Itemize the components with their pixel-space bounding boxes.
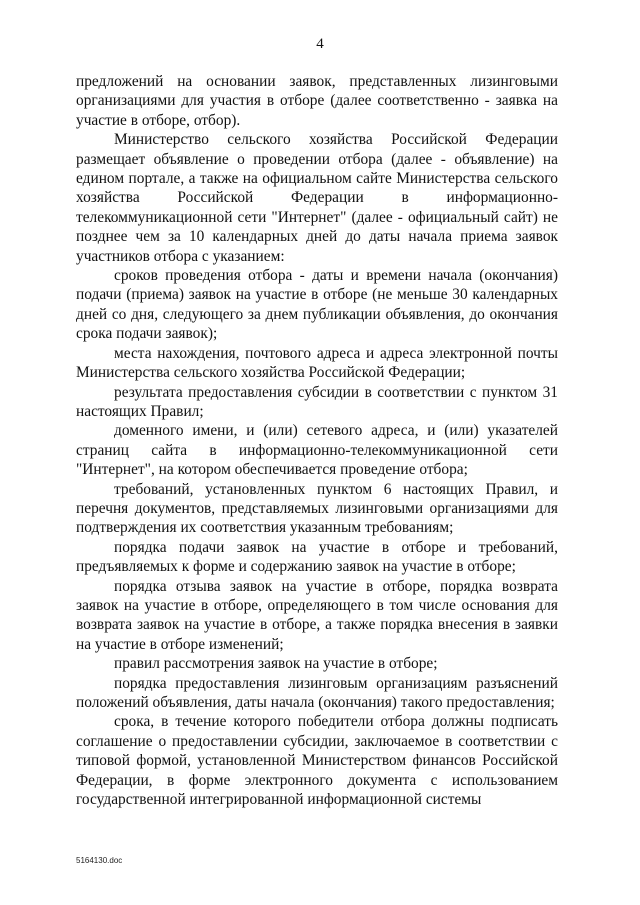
paragraph: срока, в течение которого победители отбора должны подписать соглашение о предоставлении субсидии, заключаемое в соответствии с типовой формой, установленной Министерством финансов Российской Федерации, в форме электронного документа с использованием государственной интегрированной информационной системы — [76, 713, 558, 809]
paragraph: порядка отзыва заявок на участие в отборе, порядка возврата заявок на участие в отборе, определяющего в том числе основания для возврата заявок на участие в отборе, а также порядка внесения в заявки на участие в отборе изменений; — [76, 577, 558, 653]
page-number: 4 — [316, 36, 324, 52]
document-body — [76, 72, 558, 809]
paragraph: места нахождения, почтового адреса и адреса электронной почты Министерства сельского хозяйства Российской Федерации; — [76, 344, 558, 382]
paragraph: Министерство сельского хозяйства Российской Федерации размещает объявление о проведении отбора (далее - объявление) на едином портале, а также на официальном сайте Министерства сельского хозяйства Российской Федерации в информационно-телекоммуникационной сети "Интернет" (далее - официальный сайт) не позднее чем за 10 календарных дней до даты начала приема заявок участников отбора с указанием: — [76, 131, 558, 265]
paragraph: результата предоставления субсидии в соответствии с пунктом 31 настоящих Правил; — [76, 383, 558, 420]
paragraph: доменного имени, и (или) сетевого адреса, и (или) указателей страниц сайта в информационно-телекоммуникационной сети "Интернет", на котором обеспечивается проведение отбора; — [76, 422, 558, 479]
paragraph: порядка подачи заявок на участие в отборе и требований, предъявляемых к форме и содержанию заявок на участие в отборе; — [76, 538, 558, 576]
paragraph: порядка предоставления лизинговым организациям разъяснений положений объявления, даты начала (окончания) такого предоставления; — [76, 674, 558, 711]
paragraph: правил рассмотрения заявок на участие в отборе; — [114, 655, 438, 673]
paragraph: требований, установленных пунктом 6 настоящих Правил, и перечня документов, представляемых лизинговыми организациями для подтверждения их соответствия указанным требованиям; — [76, 480, 558, 537]
document-file-code: 5164130.doc — [76, 856, 123, 865]
paragraph: предложений на основании заявок, представленных лизинговыми организациями для участия в отборе (далее соответственно - заявка на участие в отборе, отбор). — [76, 73, 558, 129]
paragraph: сроков проведения отбора - даты и времени начала (окончания) подачи (приема) заявок на участие в отборе (не меньше 30 календарных дней со дня, следующего за днем публикации объявления, до окончания срока подачи заявок); — [76, 267, 558, 343]
